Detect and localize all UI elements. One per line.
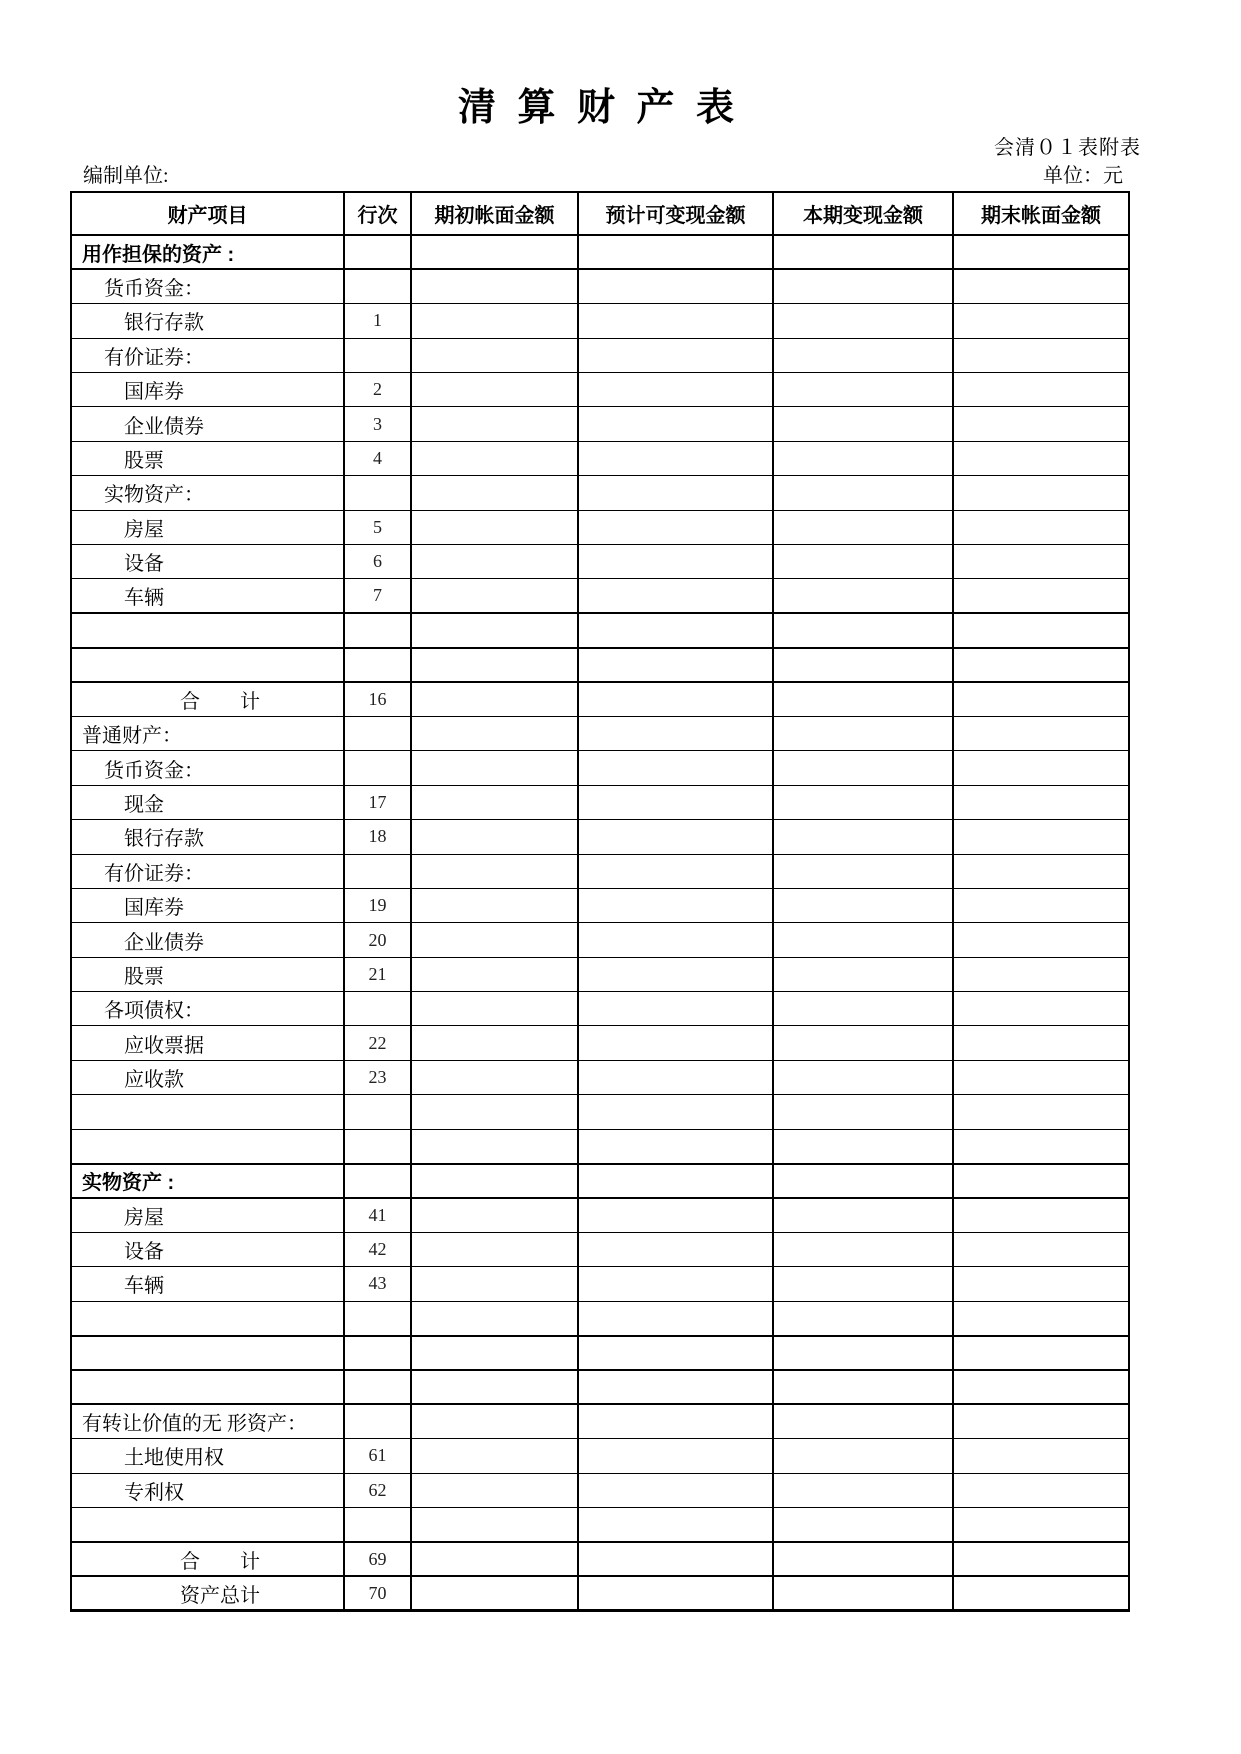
item-cell	[71, 1336, 344, 1370]
amount-cell-expected	[578, 613, 773, 647]
item-cell: 有价证券：	[71, 338, 344, 372]
amount-cell-end	[953, 1507, 1129, 1541]
item-cell: 货币资金：	[71, 751, 344, 785]
item-cell: 企业债券	[71, 407, 344, 441]
amount-cell-begin	[411, 888, 578, 922]
table-row	[71, 235, 1129, 269]
table-row	[71, 269, 1129, 303]
amount-cell-current	[773, 854, 953, 888]
table-row	[71, 1060, 1129, 1094]
amount-cell-begin	[411, 1164, 578, 1198]
amount-cell-end	[953, 957, 1129, 991]
amount-cell-current	[773, 269, 953, 303]
table-row	[71, 1026, 1129, 1060]
line-number-cell	[344, 1129, 411, 1163]
amount-cell-current	[773, 888, 953, 922]
table-row	[71, 1473, 1129, 1507]
amount-cell-end	[953, 269, 1129, 303]
table-row	[71, 1267, 1129, 1301]
table-row	[71, 510, 1129, 544]
table-row	[71, 854, 1129, 888]
amount-cell-end	[953, 1473, 1129, 1507]
amount-cell-begin	[411, 510, 578, 544]
amount-cell-expected	[578, 1060, 773, 1094]
amount-cell-begin	[411, 820, 578, 854]
table-row	[71, 407, 1129, 441]
table-row	[71, 751, 1129, 785]
item-cell: 银行存款	[71, 820, 344, 854]
amount-cell-begin	[411, 304, 578, 338]
item-cell: 股票	[71, 441, 344, 475]
line-number-cell: 4	[344, 441, 411, 475]
amount-cell-end	[953, 373, 1129, 407]
amount-cell-expected	[578, 1267, 773, 1301]
amount-cell-end	[953, 820, 1129, 854]
amount-cell-expected	[578, 1026, 773, 1060]
item-cell: 应收款	[71, 1060, 344, 1094]
amount-cell-end	[953, 235, 1129, 269]
item-cell: 实物资产：	[71, 476, 344, 510]
item-cell: 现金	[71, 785, 344, 819]
line-number-cell: 7	[344, 579, 411, 613]
amount-cell-expected	[578, 888, 773, 922]
item-cell: 用作担保的资产 :	[71, 235, 344, 269]
col-header-line: 行次	[344, 192, 411, 235]
amount-cell-begin	[411, 1576, 578, 1610]
line-number-cell	[344, 1507, 411, 1541]
amount-cell-expected	[578, 751, 773, 785]
amount-cell-current	[773, 1404, 953, 1438]
amount-cell-end	[953, 407, 1129, 441]
line-number-cell: 17	[344, 785, 411, 819]
amount-cell-begin	[411, 1507, 578, 1541]
table-row	[71, 648, 1129, 682]
amount-cell-begin	[411, 1232, 578, 1266]
amount-cell-end	[953, 304, 1129, 338]
amount-cell-begin	[411, 1095, 578, 1129]
line-number-cell: 16	[344, 682, 411, 716]
table-row	[71, 579, 1129, 613]
liquidation-asset-table	[70, 191, 1130, 1612]
table-row	[71, 1164, 1129, 1198]
item-cell	[71, 1301, 344, 1335]
amount-cell-begin	[411, 579, 578, 613]
line-number-cell: 42	[344, 1232, 411, 1266]
amount-cell-end	[953, 1267, 1129, 1301]
amount-cell-current	[773, 613, 953, 647]
amount-cell-expected	[578, 1439, 773, 1473]
col-header-current: 本期变现金额	[773, 192, 953, 235]
amount-cell-end	[953, 682, 1129, 716]
amount-cell-current	[773, 1129, 953, 1163]
amount-cell-expected	[578, 476, 773, 510]
item-cell: 各项债权：	[71, 992, 344, 1026]
amount-cell-current	[773, 1060, 953, 1094]
amount-cell-current	[773, 304, 953, 338]
amount-cell-end	[953, 1095, 1129, 1129]
amount-cell-expected	[578, 682, 773, 716]
line-number-cell	[344, 1370, 411, 1404]
table-row	[71, 304, 1129, 338]
amount-cell-begin	[411, 648, 578, 682]
amount-cell-begin	[411, 682, 578, 716]
amount-cell-begin	[411, 716, 578, 750]
amount-cell-end	[953, 1404, 1129, 1438]
amount-cell-end	[953, 510, 1129, 544]
amount-cell-expected	[578, 1129, 773, 1163]
amount-cell-begin	[411, 1439, 578, 1473]
line-number-cell	[344, 338, 411, 372]
item-cell: 货币资金：	[71, 269, 344, 303]
amount-cell-current	[773, 1439, 953, 1473]
amount-cell-begin	[411, 545, 578, 579]
item-cell: 应收票据	[71, 1026, 344, 1060]
amount-cell-begin	[411, 1473, 578, 1507]
item-cell: 合 计	[71, 1542, 344, 1576]
table-row	[71, 923, 1129, 957]
amount-cell-end	[953, 338, 1129, 372]
item-cell: 设备	[71, 1232, 344, 1266]
table-row	[71, 338, 1129, 372]
amount-cell-current	[773, 1164, 953, 1198]
col-header-expected: 预计可变现金额	[578, 192, 773, 235]
amount-cell-end	[953, 854, 1129, 888]
amount-cell-expected	[578, 579, 773, 613]
amount-cell-end	[953, 1336, 1129, 1370]
line-number-cell	[344, 992, 411, 1026]
amount-cell-current	[773, 716, 953, 750]
line-number-cell: 3	[344, 407, 411, 441]
amount-cell-begin	[411, 373, 578, 407]
line-number-cell	[344, 1336, 411, 1370]
amount-cell-end	[953, 716, 1129, 750]
line-number-cell: 62	[344, 1473, 411, 1507]
item-cell	[71, 613, 344, 647]
item-cell: 企业债券	[71, 923, 344, 957]
amount-cell-begin	[411, 1542, 578, 1576]
amount-cell-expected	[578, 1404, 773, 1438]
amount-cell-current	[773, 1576, 953, 1610]
col-header-begin: 期初帐面金额	[411, 192, 578, 235]
table-row	[71, 476, 1129, 510]
amount-cell-end	[953, 476, 1129, 510]
table-row	[71, 1336, 1129, 1370]
item-cell: 实物资产 :	[71, 1164, 344, 1198]
line-number-cell: 19	[344, 888, 411, 922]
amount-cell-begin	[411, 923, 578, 957]
line-number-cell: 2	[344, 373, 411, 407]
amount-cell-expected	[578, 785, 773, 819]
amount-cell-end	[953, 1198, 1129, 1232]
amount-cell-end	[953, 545, 1129, 579]
col-header-item: 财产项目	[71, 192, 344, 235]
amount-cell-end	[953, 1439, 1129, 1473]
prepared-by-label: 编制单位:	[83, 165, 169, 187]
amount-cell-begin	[411, 1129, 578, 1163]
amount-cell-begin	[411, 235, 578, 269]
amount-cell-current	[773, 682, 953, 716]
amount-cell-end	[953, 1370, 1129, 1404]
header-row	[71, 192, 1129, 235]
amount-cell-end	[953, 579, 1129, 613]
amount-cell-end	[953, 923, 1129, 957]
amount-cell-expected	[578, 1576, 773, 1610]
amount-cell-current	[773, 510, 953, 544]
amount-cell-current	[773, 1542, 953, 1576]
table-row	[71, 682, 1129, 716]
amount-cell-current	[773, 407, 953, 441]
amount-cell-begin	[411, 269, 578, 303]
amount-cell-current	[773, 1336, 953, 1370]
line-number-cell: 21	[344, 957, 411, 991]
line-number-cell: 6	[344, 545, 411, 579]
amount-cell-end	[953, 1301, 1129, 1335]
item-cell: 土地使用权	[71, 1439, 344, 1473]
amount-cell-end	[953, 1129, 1129, 1163]
amount-cell-current	[773, 373, 953, 407]
line-number-cell	[344, 269, 411, 303]
item-cell	[71, 1507, 344, 1541]
amount-cell-end	[953, 1232, 1129, 1266]
amount-cell-end	[953, 888, 1129, 922]
amount-cell-expected	[578, 992, 773, 1026]
line-number-cell: 18	[344, 820, 411, 854]
item-cell: 合 计	[71, 682, 344, 716]
table-row	[71, 1439, 1129, 1473]
amount-cell-expected	[578, 338, 773, 372]
amount-cell-begin	[411, 785, 578, 819]
line-number-cell	[344, 235, 411, 269]
item-cell: 普通财产：	[71, 716, 344, 750]
item-cell: 设备	[71, 545, 344, 579]
amount-cell-current	[773, 1370, 953, 1404]
amount-cell-current	[773, 1507, 953, 1541]
line-number-cell	[344, 1301, 411, 1335]
amount-cell-begin	[411, 1370, 578, 1404]
amount-cell-expected	[578, 510, 773, 544]
amount-cell-expected	[578, 923, 773, 957]
amount-cell-expected	[578, 441, 773, 475]
page-title: 清 算 财 产 表	[457, 87, 740, 129]
amount-cell-expected	[578, 957, 773, 991]
table-header	[71, 192, 1129, 235]
item-cell	[71, 1129, 344, 1163]
line-number-cell: 69	[344, 1542, 411, 1576]
amount-cell-begin	[411, 1026, 578, 1060]
line-number-cell	[344, 854, 411, 888]
amount-cell-expected	[578, 373, 773, 407]
amount-cell-begin	[411, 1267, 578, 1301]
line-number-cell: 70	[344, 1576, 411, 1610]
amount-cell-expected	[578, 545, 773, 579]
amount-cell-begin	[411, 957, 578, 991]
line-number-cell: 5	[344, 510, 411, 544]
amount-cell-current	[773, 957, 953, 991]
amount-cell-expected	[578, 1542, 773, 1576]
item-cell: 国库券	[71, 888, 344, 922]
amount-cell-expected	[578, 1507, 773, 1541]
amount-cell-expected	[578, 1232, 773, 1266]
amount-cell-current	[773, 1232, 953, 1266]
item-cell: 车辆	[71, 1267, 344, 1301]
amount-cell-expected	[578, 1095, 773, 1129]
table-row	[71, 373, 1129, 407]
table-row	[71, 1095, 1129, 1129]
amount-cell-expected	[578, 854, 773, 888]
table-row	[71, 441, 1129, 475]
line-number-cell	[344, 476, 411, 510]
line-number-cell	[344, 751, 411, 785]
amount-cell-current	[773, 820, 953, 854]
table-row	[71, 716, 1129, 750]
amount-cell-begin	[411, 476, 578, 510]
line-number-cell: 61	[344, 1439, 411, 1473]
amount-cell-end	[953, 1060, 1129, 1094]
item-cell: 房屋	[71, 510, 344, 544]
table-row	[71, 957, 1129, 991]
amount-cell-expected	[578, 1336, 773, 1370]
amount-cell-current	[773, 476, 953, 510]
line-number-cell	[344, 1095, 411, 1129]
amount-cell-expected	[578, 820, 773, 854]
amount-cell-begin	[411, 338, 578, 372]
amount-cell-expected	[578, 304, 773, 338]
line-number-cell: 1	[344, 304, 411, 338]
amount-cell-expected	[578, 407, 773, 441]
amount-cell-end	[953, 992, 1129, 1026]
item-cell: 房屋	[71, 1198, 344, 1232]
line-number-cell: 23	[344, 1060, 411, 1094]
item-cell: 股票	[71, 957, 344, 991]
table-row	[71, 613, 1129, 647]
table-row	[71, 1232, 1129, 1266]
table-body	[71, 235, 1129, 1611]
line-number-cell: 22	[344, 1026, 411, 1060]
table-row	[71, 1542, 1129, 1576]
amount-cell-begin	[411, 992, 578, 1026]
amount-cell-end	[953, 1576, 1129, 1610]
line-number-cell	[344, 716, 411, 750]
line-number-cell	[344, 648, 411, 682]
table-row	[71, 1129, 1129, 1163]
item-cell	[71, 1370, 344, 1404]
col-header-end: 期末帐面金额	[953, 192, 1129, 235]
amount-cell-begin	[411, 751, 578, 785]
amount-cell-current	[773, 235, 953, 269]
amount-cell-expected	[578, 648, 773, 682]
table-row	[71, 1370, 1129, 1404]
amount-cell-current	[773, 648, 953, 682]
item-cell: 车辆	[71, 579, 344, 613]
amount-cell-current	[773, 923, 953, 957]
amount-cell-expected	[578, 1198, 773, 1232]
amount-cell-begin	[411, 1060, 578, 1094]
amount-cell-end	[953, 648, 1129, 682]
amount-cell-end	[953, 1542, 1129, 1576]
amount-cell-current	[773, 1473, 953, 1507]
amount-cell-current	[773, 579, 953, 613]
item-cell	[71, 648, 344, 682]
amount-cell-begin	[411, 1301, 578, 1335]
amount-cell-current	[773, 785, 953, 819]
amount-cell-end	[953, 1026, 1129, 1060]
amount-cell-expected	[578, 1370, 773, 1404]
table-row	[71, 1507, 1129, 1541]
unit-label: 单位：元	[1043, 165, 1123, 187]
item-cell: 银行存款	[71, 304, 344, 338]
amount-cell-begin	[411, 407, 578, 441]
amount-cell-end	[953, 785, 1129, 819]
item-cell: 有转让价值的无 形资产：	[71, 1404, 344, 1438]
amount-cell-expected	[578, 235, 773, 269]
amount-cell-begin	[411, 441, 578, 475]
meta-line	[70, 159, 1128, 185]
amount-cell-end	[953, 1164, 1129, 1198]
line-number-cell	[344, 613, 411, 647]
amount-cell-current	[773, 545, 953, 579]
item-cell: 资产总计	[71, 1576, 344, 1610]
amount-cell-expected	[578, 716, 773, 750]
line-number-cell	[344, 1164, 411, 1198]
line-number-cell: 41	[344, 1198, 411, 1232]
item-cell: 专利权	[71, 1473, 344, 1507]
amount-cell-current	[773, 1301, 953, 1335]
amount-cell-current	[773, 338, 953, 372]
line-number-cell	[344, 1404, 411, 1438]
amount-cell-expected	[578, 269, 773, 303]
amount-cell-end	[953, 613, 1129, 647]
table-row	[71, 785, 1129, 819]
amount-cell-expected	[578, 1473, 773, 1507]
amount-cell-current	[773, 1198, 953, 1232]
table-row	[71, 1576, 1129, 1610]
item-cell: 国库券	[71, 373, 344, 407]
line-number-cell: 20	[344, 923, 411, 957]
amount-cell-current	[773, 441, 953, 475]
amount-cell-current	[773, 1095, 953, 1129]
amount-cell-end	[953, 441, 1129, 475]
table-row	[71, 1198, 1129, 1232]
table-row	[71, 888, 1129, 922]
amount-cell-begin	[411, 1404, 578, 1438]
item-cell: 有价证券：	[71, 854, 344, 888]
amount-cell-begin	[411, 1198, 578, 1232]
amount-cell-current	[773, 1267, 953, 1301]
amount-cell-begin	[411, 1336, 578, 1370]
amount-cell-expected	[578, 1164, 773, 1198]
amount-cell-begin	[411, 613, 578, 647]
form-code-note: 会清０１表附表	[994, 137, 1141, 159]
amount-cell-begin	[411, 854, 578, 888]
amount-cell-expected	[578, 1301, 773, 1335]
item-cell	[71, 1095, 344, 1129]
table-row	[71, 545, 1129, 579]
table-row	[71, 820, 1129, 854]
table-row	[71, 992, 1129, 1026]
amount-cell-end	[953, 751, 1129, 785]
amount-cell-current	[773, 1026, 953, 1060]
amount-cell-current	[773, 992, 953, 1026]
amount-cell-current	[773, 751, 953, 785]
table-row	[71, 1404, 1129, 1438]
table-row	[71, 1301, 1129, 1335]
line-number-cell: 43	[344, 1267, 411, 1301]
